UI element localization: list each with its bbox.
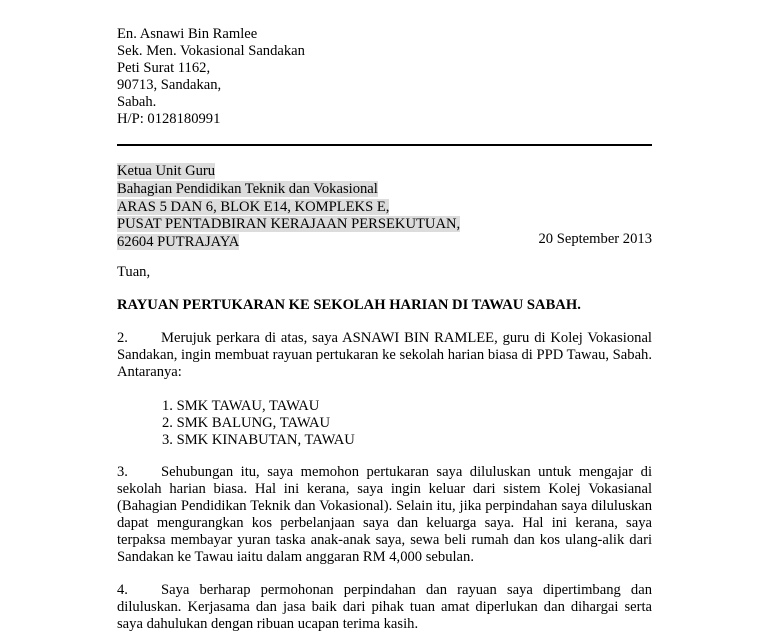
paragraph-number: 2. bbox=[117, 330, 128, 346]
sender-name: En. Asnawi Bin Ramlee bbox=[117, 26, 258, 42]
recipient-title: Ketua Unit Guru bbox=[117, 163, 216, 179]
list-item: 2. SMK BALUNG, TAWAU bbox=[162, 415, 331, 431]
header-divider bbox=[117, 144, 652, 146]
paragraph-text: Saya berharap permohonan perpindahan dan rayuan saya dipertimbang dan diluluskan. Kerjasama dan jasa baik dari pihak tuan amat diperlukan dan dihargai serta saya dahulukan dengan ribuan ucapan terima kasih. bbox=[117, 582, 652, 632]
recipient-building: ARAS 5 DAN 6, BLOK E14, KOMPLEKS E, bbox=[117, 198, 390, 215]
paragraph-number: 4. bbox=[117, 582, 128, 598]
sender-school: Sek. Men. Vokasional Sandakan bbox=[117, 43, 305, 59]
sender-phone: H/P: 0128180991 bbox=[117, 111, 221, 127]
paragraph-text: Merujuk perkara di atas, saya ASNAWI BIN RAMLEE, guru di Kolej Vokasional Sandakan, ingin membuat rayuan pertukaran ke sekolah harian biasa di PPD Tawau, Sabah. Antaranya: bbox=[117, 330, 652, 380]
sender-address bbox=[117, 26, 305, 128]
paragraph-4 bbox=[117, 582, 652, 633]
school-list bbox=[162, 398, 355, 449]
paragraph-number: 3. bbox=[117, 464, 128, 480]
letter-subject: RAYUAN PERTUKARAN KE SEKOLAH HARIAN DI TAWAU SABAH. bbox=[117, 297, 581, 313]
list-item: 1. SMK TAWAU, TAWAU bbox=[162, 398, 320, 414]
recipient-postcode-city: 62604 PUTRAJAYA bbox=[117, 234, 240, 251]
recipient-complex: PUSAT PENTADBIRAN KERAJAAN PERSEKUTUAN, bbox=[117, 216, 461, 233]
sender-state: Sabah. bbox=[117, 94, 157, 110]
recipient-division: Bahagian Pendidikan Teknik dan Vokasional bbox=[117, 180, 378, 197]
sender-postcode-city: 90713, Sandakan, bbox=[117, 77, 222, 93]
paragraph-2 bbox=[117, 330, 652, 381]
paragraph-text: Sehubungan itu, saya memohon pertukaran saya diluluskan untuk mengajar di sekolah harian biasa. Hal ini kerana, saya ingin keluar dari sistem Kolej Vokasianal (Bahagian Pendidikan Teknik dan Vokasional). Selain itu, jika perpindahan saya diluluskan dapat mengurangkan kos perbelanjaan saya dan keluarga saya. Hal ini kerana, saya terpaksa membayar yuran taska anak-anak saya, sewa beli rumah dan kos ulang-alik dari Sandakan ke Tawau iaitu dalam anggaran RM 4,000 sebulan. bbox=[117, 464, 652, 565]
salutation: Tuan, bbox=[117, 264, 151, 280]
paragraph-3 bbox=[117, 464, 652, 566]
list-item: 3. SMK KINABUTAN, TAWAU bbox=[162, 432, 355, 448]
sender-po-box: Peti Surat 1162, bbox=[117, 60, 211, 76]
letter-date: 20 September 2013 bbox=[538, 231, 652, 247]
